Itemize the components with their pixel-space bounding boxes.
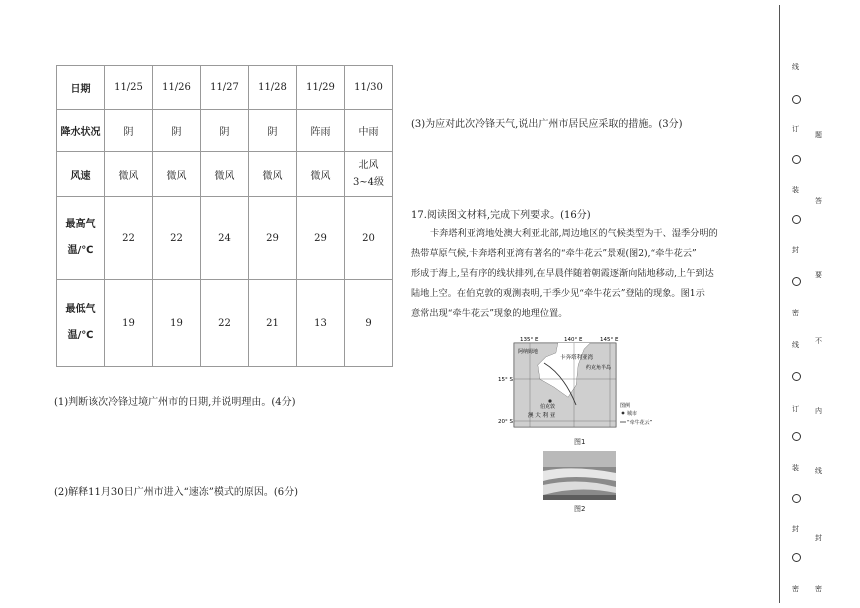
table-cell: 微风 — [201, 152, 249, 197]
binding-note: 答 — [815, 197, 822, 205]
q17-line-2: 热带草原气候,卡奔塔利亚湾有著名的“牵牛花云”景观(图2),“牵牛花云” — [411, 248, 697, 259]
table-cell: 阵雨 — [297, 110, 345, 152]
row-label: 最低气温/℃ — [57, 280, 105, 367]
map-lon-135: 135° E — [520, 337, 539, 343]
table-cell: 29 — [297, 197, 345, 280]
map-lat-15: 15° S — [498, 377, 513, 383]
table-header-cell: 11/25 — [105, 66, 153, 110]
binding-hole — [792, 432, 801, 441]
table-cell: 24 — [201, 197, 249, 280]
figure-1-caption: 图1 — [574, 438, 586, 446]
question-2: (2)解释11月30日广州市进入“速冻”模式的原因。(6分) — [54, 487, 299, 498]
binding-mark: 封 — [792, 246, 799, 254]
table-header-cell: 11/29 — [297, 66, 345, 110]
table-cell: 微风 — [153, 152, 201, 197]
binding-hole — [792, 372, 801, 381]
q17-line-5: 意常出现“牵牛花云”现象的地理位置。 — [411, 308, 568, 319]
binding-mark: 密 — [792, 585, 799, 593]
map-peninsula-label: 约克角半岛 — [586, 365, 612, 371]
binding-line — [779, 5, 780, 603]
table-cell: 北风3~4级 — [345, 152, 393, 197]
binding-mark: 装 — [792, 464, 799, 472]
map-gulf-label: 卡奔塔利亚湾 — [560, 355, 594, 361]
table-cell: 阴 — [201, 110, 249, 152]
binding-hole — [792, 494, 801, 503]
table-cell: 19 — [105, 280, 153, 367]
table-cell: 22 — [105, 197, 153, 280]
binding-hole — [792, 95, 801, 104]
binding-note: 内 — [815, 407, 822, 415]
binding-note: 要 — [815, 271, 822, 279]
binding-mark: 密 — [792, 309, 799, 317]
table-header-cell: 11/26 — [153, 66, 201, 110]
table-header-cell: 11/27 — [201, 66, 249, 110]
table-header-date: 日期 — [57, 66, 105, 110]
row-label: 降水状况 — [57, 110, 105, 152]
q17-line-3: 形成于海上,呈有序的线状排列,在早晨伴随着朝霞逐渐向陆地移动,上午到达 — [411, 268, 714, 279]
figure-2-caption: 图2 — [574, 505, 586, 513]
table-cell: 22 — [201, 280, 249, 367]
binding-note: 封 — [815, 534, 822, 542]
weather-table — [56, 65, 393, 367]
binding-mark: 线 — [792, 341, 799, 349]
binding-mark: 装 — [792, 186, 799, 194]
row-label: 最高气温/℃ — [57, 197, 105, 280]
map-town-label: 伯克敦 — [540, 404, 556, 410]
table-cell: 9 — [345, 280, 393, 367]
table-cell: 13 — [297, 280, 345, 367]
table-cell: 中雨 — [345, 110, 393, 152]
table-cell: 阴 — [249, 110, 297, 152]
binding-note: 不 — [815, 337, 822, 345]
binding-hole — [792, 155, 801, 164]
table-cell: 阴 — [105, 110, 153, 152]
binding-mark: 订 — [792, 125, 799, 133]
q17-line-4: 陆地上空。在伯克敦的观测表明,干季少见“牵牛花云”登陆的现象。图1示 — [411, 288, 705, 299]
table-cell: 19 — [153, 280, 201, 367]
table-cell: 20 — [345, 197, 393, 280]
question-3: (3)为应对此次冷锋天气,说出广州市居民应采取的措施。(3分) — [411, 119, 683, 130]
table-cell: 微风 — [105, 152, 153, 197]
table-cell: 阴 — [153, 110, 201, 152]
binding-hole — [792, 553, 801, 562]
map-country-label: 澳 大 利 亚 — [528, 413, 556, 419]
table-cell: 29 — [249, 197, 297, 280]
legend-cloud: “牵牛花云” — [627, 420, 653, 426]
map-lon-140: 140° E — [564, 337, 583, 343]
legend-title: 图例 — [620, 403, 631, 409]
legend-city: 城市 — [627, 411, 638, 417]
binding-hole — [792, 277, 801, 286]
map-lat-20: 20° S — [498, 419, 513, 425]
table-header-cell: 11/30 — [345, 66, 393, 110]
binding-mark: 订 — [792, 405, 799, 413]
binding-note: 题 — [815, 131, 822, 139]
binding-mark: 线 — [792, 63, 799, 71]
table-cell: 21 — [249, 280, 297, 367]
row-label: 风速 — [57, 152, 105, 197]
binding-mark: 封 — [792, 525, 799, 533]
figure-2-photo — [543, 451, 616, 500]
map-island-label: 阿纳姆地 — [518, 349, 539, 355]
q17-line-1: 卡奔塔利亚湾地处澳大利亚北部,周边地区的气候类型为干、湿季分明的 — [430, 228, 718, 239]
table-cell: 微风 — [249, 152, 297, 197]
binding-note: 密 — [815, 585, 822, 593]
table-cell: 22 — [153, 197, 201, 280]
question-17-title: 17.阅读图文材料,完成下列要求。(16分) — [411, 210, 591, 221]
binding-hole — [792, 215, 801, 224]
binding-note: 线 — [815, 467, 822, 475]
figure-1-map — [498, 335, 668, 435]
map-lon-145: 145° E — [600, 337, 619, 343]
question-1: (1)判断该次冷锋过境广州市的日期,并说明理由。(4分) — [54, 397, 296, 408]
table-cell: 微风 — [297, 152, 345, 197]
table-header-cell: 11/28 — [249, 66, 297, 110]
